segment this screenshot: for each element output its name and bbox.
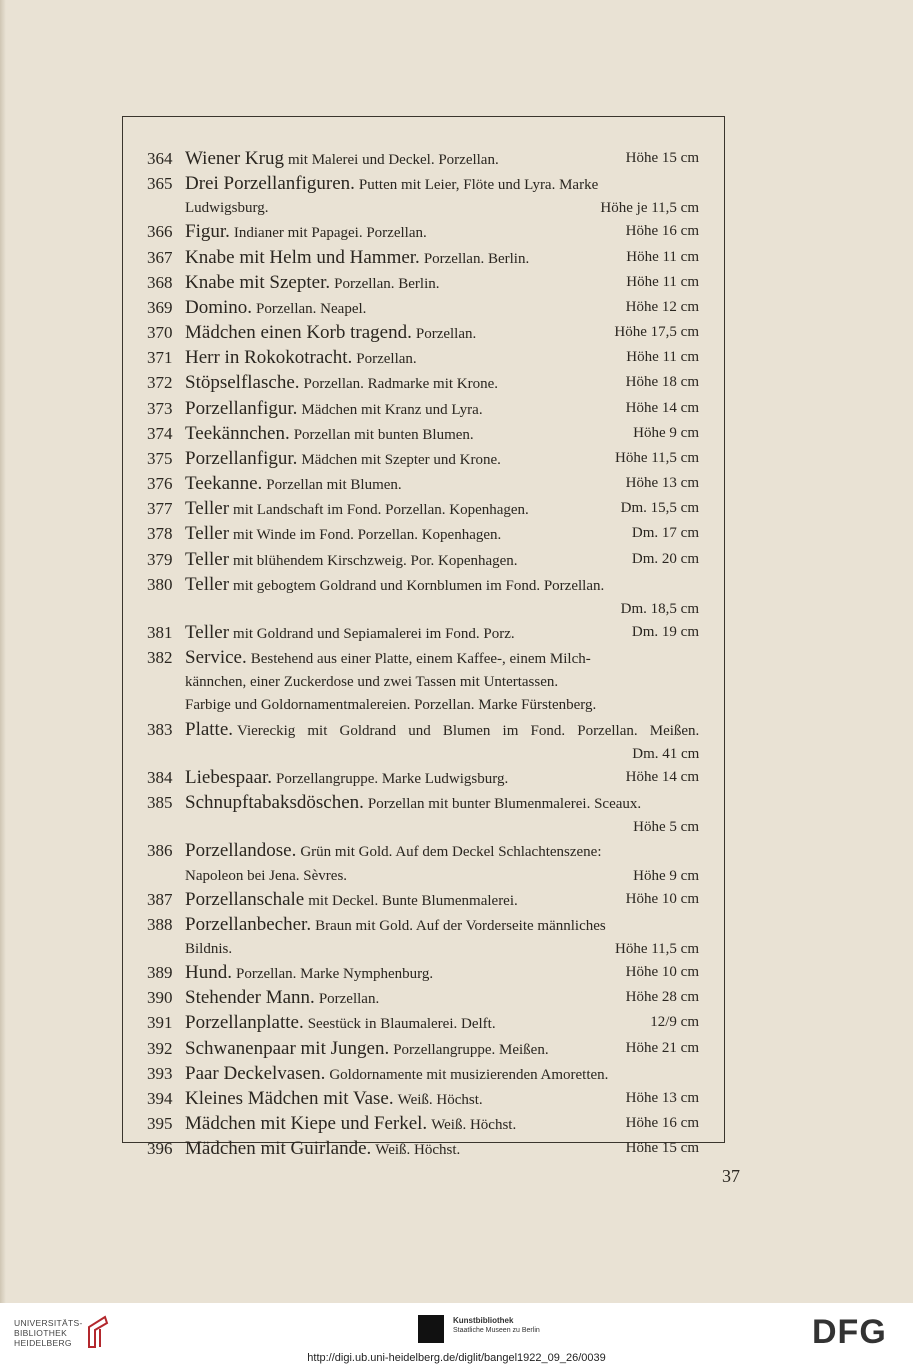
entry-detail: Bestehend aus einer Platte, einem Kaffee-, einem Milch- (250, 651, 591, 668)
entry-line (185, 271, 699, 296)
entry-title: Teekännchen. (185, 422, 290, 444)
entry-number: 386 (147, 841, 173, 861)
entry-line-text (185, 497, 529, 522)
entry-number: 387 (147, 889, 173, 909)
entry-line (185, 220, 699, 245)
entry-line-text (185, 271, 440, 296)
entry-line (185, 522, 699, 547)
entry-measurement: Höhe 28 cm (625, 989, 699, 1006)
entry-detail: Porzellan. (318, 991, 380, 1008)
entry-description (185, 766, 699, 791)
catalog-entry (147, 1087, 699, 1112)
entry-measurement: Dm. 15,5 cm (620, 500, 699, 517)
entry-detail: kännchen, einer Zuckerdose und zwei Tassen mit Untertassen. (185, 674, 559, 691)
entry-detail: Porzellan. (415, 326, 477, 343)
entry-description (185, 321, 699, 346)
entry-number: 388 (147, 914, 173, 934)
entry-number: 378 (147, 524, 173, 544)
catalog-entry (147, 621, 699, 646)
entry-measurement: Höhe 11,5 cm (614, 941, 699, 957)
entry-line (185, 646, 699, 671)
entry-line-text (185, 839, 602, 864)
entry-number: 390 (147, 988, 173, 1008)
entry-detail: Porzellan mit bunter Blumenmalerei. Sceaux. (367, 796, 642, 813)
kunstbibliothek-name: Kunstbibliothek (453, 1316, 514, 1325)
entry-title: Porzellandose. (185, 840, 297, 862)
catalog-entry (147, 913, 699, 961)
catalog-entry (147, 271, 699, 296)
catalog-entry (147, 718, 699, 766)
entry-line-text (185, 646, 591, 671)
entry-measurement: Höhe 9 cm (633, 424, 699, 441)
entry-number: 383 (147, 719, 173, 739)
catalog-entry (147, 371, 699, 396)
entry-line (185, 472, 699, 497)
entry-line (185, 371, 699, 396)
entry-detail: Indianer mit Papagei. Porzellan. (233, 225, 427, 242)
entry-description (185, 1011, 699, 1036)
entry-line (185, 888, 699, 913)
entry-title: Teller (185, 573, 230, 595)
entry-line-text (185, 865, 347, 888)
entry-title: Mädchen einen Korb tragend. (185, 322, 412, 344)
entry-title: Platte. (185, 718, 234, 740)
catalog-entry (147, 346, 699, 371)
entry-detail: Ludwigsburg. (185, 200, 269, 217)
entry-title: Hund. (185, 962, 232, 984)
entry-line (185, 573, 699, 598)
entry-line (185, 791, 699, 816)
catalog-entry (147, 321, 699, 346)
entry-line-text (185, 522, 501, 547)
entry-description (185, 522, 699, 547)
entry-number: 393 (147, 1063, 173, 1083)
entry-title: Teller (185, 621, 230, 643)
entry-line-text (185, 346, 417, 371)
entry-title: Kleines Mädchen mit Vase. (185, 1087, 394, 1109)
source-url[interactable]: http://digi.ub.uni-heidelberg.de/diglit/bangel1922_09_26/0039 (307, 1352, 606, 1364)
entry-description (185, 220, 699, 245)
entry-number: 395 (147, 1114, 173, 1134)
entry-measurement: Höhe 14 cm (625, 768, 699, 785)
catalog-entry (147, 497, 699, 522)
entry-number: 377 (147, 499, 173, 519)
entry-line (185, 197, 699, 220)
entry-line-text (185, 1087, 483, 1112)
catalog-entry (147, 1011, 699, 1036)
kunstbibliothek-subtitle: Staatliche Museen zu Berlin (453, 1327, 540, 1334)
entry-line-text (185, 961, 433, 986)
entry-number: 376 (147, 474, 173, 494)
catalog-entry (147, 766, 699, 791)
entry-description (185, 246, 699, 271)
entry-line (185, 865, 699, 888)
entry-description (185, 1137, 699, 1162)
entry-description (185, 472, 699, 497)
entry-description (185, 497, 699, 522)
entry-description (185, 791, 699, 839)
entry-line (185, 986, 699, 1011)
entry-detail: mit Malerei und Deckel. Porzellan. (287, 152, 499, 168)
entry-title: Wiener Krug (185, 148, 284, 169)
entry-line-text (185, 371, 498, 396)
entry-detail: mit Landschaft im Fond. Porzellan. Kopenhagen. (233, 502, 529, 519)
entry-measurement: Höhe 11,5 cm (614, 449, 699, 466)
entry-title: Porzellanfigur. (185, 397, 298, 419)
entry-detail: Braun mit Gold. Auf der Vorderseite männliches (315, 917, 606, 934)
catalog-entry (147, 447, 699, 472)
catalog-entry (147, 791, 699, 839)
entry-measurement: Höhe 16 cm (625, 1115, 699, 1132)
entry-line-text (185, 621, 515, 646)
entry-description (185, 621, 699, 646)
entry-detail: Porzellan. Berlin. (334, 275, 440, 292)
entry-detail: Porzellan. Marke Nymphenburg. (235, 966, 434, 983)
entry-measurement: Höhe 13 cm (625, 475, 699, 492)
entry-line-text (185, 397, 483, 422)
entry-line-text (185, 718, 699, 743)
entry-measurement: Höhe 11 cm (626, 349, 699, 366)
entry-line (185, 172, 699, 197)
entry-line (185, 1112, 699, 1137)
entry-detail: mit Deckel. Bunte Blumenmalerei. (308, 892, 518, 909)
entry-number: 367 (147, 247, 173, 267)
university-logo-icon (83, 1313, 113, 1349)
catalog-entry (147, 986, 699, 1011)
entry-description (185, 346, 699, 371)
entry-measurement: Höhe 15 cm (625, 1140, 699, 1157)
entry-description (185, 888, 699, 913)
entry-line-text (185, 172, 598, 197)
catalog-entry (147, 246, 699, 271)
entry-measurement: Höhe 13 cm (625, 1089, 699, 1106)
catalog-entry (147, 172, 699, 220)
entry-number: 374 (147, 423, 173, 443)
entry-description (185, 548, 699, 573)
entry-title: Teekanne. (185, 473, 263, 495)
entry-title: Porzellanplatte. (185, 1012, 304, 1034)
entry-description (185, 718, 699, 766)
kunstbibliothek-logo-icon (418, 1315, 444, 1343)
entry-description (185, 646, 699, 717)
entry-number: 373 (147, 398, 173, 418)
entry-description (185, 1087, 699, 1112)
catalog-entry (147, 573, 699, 621)
university-library-label (14, 1318, 83, 1348)
entry-line-text (185, 986, 379, 1011)
entry-line-text (185, 296, 366, 321)
entry-line (185, 321, 699, 346)
catalog-entry (147, 961, 699, 986)
catalog-entry (147, 147, 699, 172)
entry-line-text (185, 1137, 460, 1162)
entry-number: 385 (147, 793, 173, 813)
entry-line-text (185, 1062, 608, 1087)
entry-number: 375 (147, 448, 173, 468)
entry-detail: Porzellan mit bunten Blumen. (293, 426, 474, 443)
entry-detail: Porzellangruppe. Meißen. (393, 1041, 549, 1058)
entry-line-text (185, 573, 604, 598)
entry-detail: mit gebogtem Goldrand und Kornblumen im Fond. Porzellan. (233, 577, 605, 594)
entry-description (185, 172, 699, 220)
entry-measurement: Höhe 18 cm (625, 374, 699, 391)
entry-number: 384 (147, 767, 173, 787)
entry-line (185, 346, 699, 371)
catalog-entry (147, 522, 699, 547)
entry-line-text (185, 447, 501, 472)
entry-title: Teller (185, 523, 230, 545)
entry-line (185, 296, 699, 321)
entry-measurement: Höhe 14 cm (625, 399, 699, 416)
entry-line-text (185, 791, 641, 816)
entry-number: 389 (147, 963, 173, 983)
entry-detail: Napoleon bei Jena. Sèvres. (185, 867, 348, 884)
entry-measurement: Dm. 19 cm (631, 623, 699, 640)
entry-line-text (185, 766, 508, 791)
entry-title: Porzellanschale (185, 888, 305, 910)
entry-detail: Farbige und Goldornamentmalereien. Porzellan. Marke Fürstenberg. (185, 697, 597, 714)
entry-description (185, 271, 699, 296)
entry-title: Teller (185, 498, 230, 520)
entry-title: Herr in Rokokotracht. (185, 347, 353, 369)
entry-number: 391 (147, 1013, 173, 1033)
catalog-entry (147, 397, 699, 422)
entry-line (185, 621, 699, 646)
entry-description (185, 422, 699, 447)
page-number: 37 (722, 1166, 740, 1186)
kunstbibliothek-label (453, 1316, 540, 1336)
entry-line (185, 147, 699, 172)
entry-measurement: Dm. 20 cm (631, 550, 699, 567)
entry-description (185, 1062, 699, 1087)
entry-number: 392 (147, 1038, 173, 1058)
catalog-entry (147, 472, 699, 497)
entry-line (185, 718, 699, 743)
entry-line-text (185, 694, 596, 717)
entry-number: 380 (147, 574, 173, 594)
entry-measurement: Dm. 17 cm (631, 525, 699, 542)
entry-line-text (185, 422, 474, 447)
entry-measurement: Höhe 10 cm (625, 964, 699, 981)
entry-detail: Porzellan. Radmarke mit Krone. (303, 376, 499, 393)
entry-measurement: Höhe je 11,5 cm (600, 200, 699, 217)
entry-line (185, 671, 699, 694)
entry-detail: Grün mit Gold. Auf dem Deckel Schlachtenszene: (300, 844, 602, 861)
entry-measurement: 12/9 cm (650, 1014, 699, 1031)
entry-line (185, 246, 699, 271)
entry-measurement: Höhe 10 cm (625, 890, 699, 907)
catalog-entry (147, 888, 699, 913)
entry-title: Porzellanfigur. (185, 447, 298, 469)
entry-line (185, 497, 699, 522)
entry-description (185, 573, 699, 621)
entry-line-text (185, 1112, 516, 1137)
entry-description (185, 447, 699, 472)
entry-detail: Porzellan. (356, 351, 417, 368)
university-line-1: UNIVERSITÄTS- (14, 1318, 83, 1328)
entry-description (185, 961, 699, 986)
entry-number: 379 (147, 549, 173, 569)
entry-line-text (185, 938, 232, 961)
entry-detail: mit Goldrand und Sepiamalerei im Fond. Porz. (233, 625, 515, 642)
entry-detail: Viereckig mit Goldrand und Blumen im Fond. Porzellan. Meißen. (237, 722, 700, 739)
entry-measurement: Dm. 18,5 cm (620, 600, 699, 617)
entry-detail: Bildnis. (185, 941, 233, 957)
entry-measurement: Höhe 11 cm (626, 273, 699, 290)
page-spine-shadow (0, 0, 6, 1303)
entry-line (185, 913, 699, 938)
catalog-entry (147, 1112, 699, 1137)
entry-measurement: Höhe 15 cm (625, 150, 699, 166)
entry-title: Schnupftabaksdöschen. (185, 792, 364, 814)
entry-measurement: Dm. 41 cm (632, 745, 700, 762)
entry-description (185, 397, 699, 422)
entry-detail: Porzellangruppe. Marke Ludwigsburg. (276, 770, 509, 787)
entry-description (185, 1037, 699, 1062)
entry-measurement: Höhe 11 cm (626, 248, 699, 265)
entry-title: Figur. (185, 221, 230, 243)
entry-title: Liebespaar. (185, 766, 273, 788)
catalog-entry (147, 646, 699, 717)
entry-line (185, 1062, 699, 1087)
entry-detail: Porzellan mit Blumen. (266, 477, 402, 494)
entry-detail: Weiß. Höchst. (397, 1091, 483, 1108)
catalog-entry (147, 1062, 699, 1087)
entry-detail: Weiß. Höchst. (431, 1117, 517, 1134)
entry-title: Domino. (185, 296, 253, 318)
university-line-3: HEIDELBERG (14, 1338, 72, 1348)
entry-line (185, 839, 699, 864)
entry-title: Service. (185, 647, 247, 669)
entry-line (185, 961, 699, 986)
catalog-entry (147, 1037, 699, 1062)
entry-line (185, 447, 699, 472)
entry-line-text (185, 548, 518, 573)
entry-number: 396 (147, 1139, 173, 1159)
entry-title: Mädchen mit Guirlande. (185, 1138, 372, 1160)
entry-detail: Mädchen mit Szepter und Krone. (301, 451, 501, 468)
entry-line (185, 598, 699, 621)
entry-number: 364 (147, 149, 173, 168)
catalog-entry (147, 1137, 699, 1162)
entry-detail: mit Winde im Fond. Porzellan. Kopenhagen. (233, 527, 502, 544)
entry-measurement: Höhe 16 cm (625, 223, 699, 240)
entry-detail: Seestück in Blaumalerei. Delft. (307, 1016, 496, 1033)
entry-detail: Goldornamente mit musizierenden Amoretten. (329, 1066, 609, 1083)
entry-line-text (185, 197, 268, 220)
entry-line (185, 938, 699, 961)
entry-title: Stöpselflasche. (185, 372, 300, 394)
entry-title: Teller (185, 548, 230, 570)
entry-description (185, 296, 699, 321)
dfg-logo: DFG (812, 1313, 887, 1351)
entry-title: Schwanenpaar mit Jungen. (185, 1037, 390, 1059)
entry-description (185, 1112, 699, 1137)
entry-line (185, 743, 699, 766)
entry-title: Knabe mit Szepter. (185, 271, 331, 293)
entry-title: Porzellanbecher. (185, 913, 312, 935)
entry-line (185, 694, 699, 717)
entry-number: 365 (147, 174, 173, 194)
entry-detail: mit blühendem Kirschzweig. Por. Kopenhagen. (233, 552, 518, 569)
entry-number: 371 (147, 348, 173, 368)
digitization-footer (0, 1303, 913, 1367)
entry-detail: Mädchen mit Kranz und Lyra. (301, 401, 483, 418)
entry-measurement: Höhe 12 cm (625, 298, 699, 315)
entry-number: 394 (147, 1088, 173, 1108)
entry-description (185, 913, 699, 961)
entry-number: 366 (147, 222, 173, 242)
entry-detail: Weiß. Höchst. (375, 1142, 461, 1159)
entry-description (185, 147, 699, 172)
entry-line (185, 766, 699, 791)
entry-measurement: Höhe 5 cm (633, 819, 699, 836)
catalog-entry (147, 839, 699, 887)
entry-title: Stehender Mann. (185, 987, 315, 1009)
entry-line (185, 422, 699, 447)
entry-line (185, 1137, 699, 1162)
entry-line (185, 548, 699, 573)
entry-line-text (185, 472, 402, 497)
entry-line-text (185, 220, 427, 245)
entry-line-text (185, 1037, 549, 1062)
entry-line-text (185, 888, 518, 913)
catalog-entry (147, 296, 699, 321)
entry-line-text (185, 671, 558, 694)
entry-line-text (185, 321, 476, 346)
entry-title: Mädchen mit Kiepe und Ferkel. (185, 1113, 428, 1135)
entry-description (185, 371, 699, 396)
entry-number: 382 (147, 648, 173, 668)
catalog-entry (147, 422, 699, 447)
entry-number: 370 (147, 323, 173, 343)
entry-number: 372 (147, 373, 173, 393)
entry-line-text (185, 147, 499, 172)
entry-number: 381 (147, 622, 173, 642)
entry-description (185, 986, 699, 1011)
entry-title: Paar Deckelvasen. (185, 1062, 326, 1084)
entry-line (185, 397, 699, 422)
entry-detail: Putten mit Leier, Flöte und Lyra. Marke (358, 177, 599, 194)
entry-detail: Porzellan. Neapel. (256, 300, 367, 317)
entry-measurement: Höhe 9 cm (633, 867, 699, 884)
university-line-2: BIBLIOTHEK (14, 1328, 68, 1338)
entry-line-text (185, 913, 606, 938)
entry-title: Drei Porzellanfiguren. (185, 173, 355, 195)
entry-line (185, 816, 699, 839)
entry-measurement: Höhe 17,5 cm (614, 324, 699, 341)
entry-detail: Porzellan. Berlin. (423, 250, 530, 267)
entry-line (185, 1087, 699, 1112)
catalog-entry (147, 548, 699, 573)
entry-line (185, 1011, 699, 1036)
entry-measurement: Höhe 21 cm (625, 1039, 699, 1056)
catalog-entry (147, 220, 699, 245)
entry-title: Knabe mit Helm und Hammer. (185, 246, 420, 268)
entry-number: 369 (147, 297, 173, 317)
entry-number: 368 (147, 272, 173, 292)
entry-line-text (185, 246, 529, 271)
entry-line (185, 1037, 699, 1062)
entry-description (185, 839, 699, 887)
entry-line-text (185, 1011, 496, 1036)
catalog-list (147, 147, 699, 1162)
